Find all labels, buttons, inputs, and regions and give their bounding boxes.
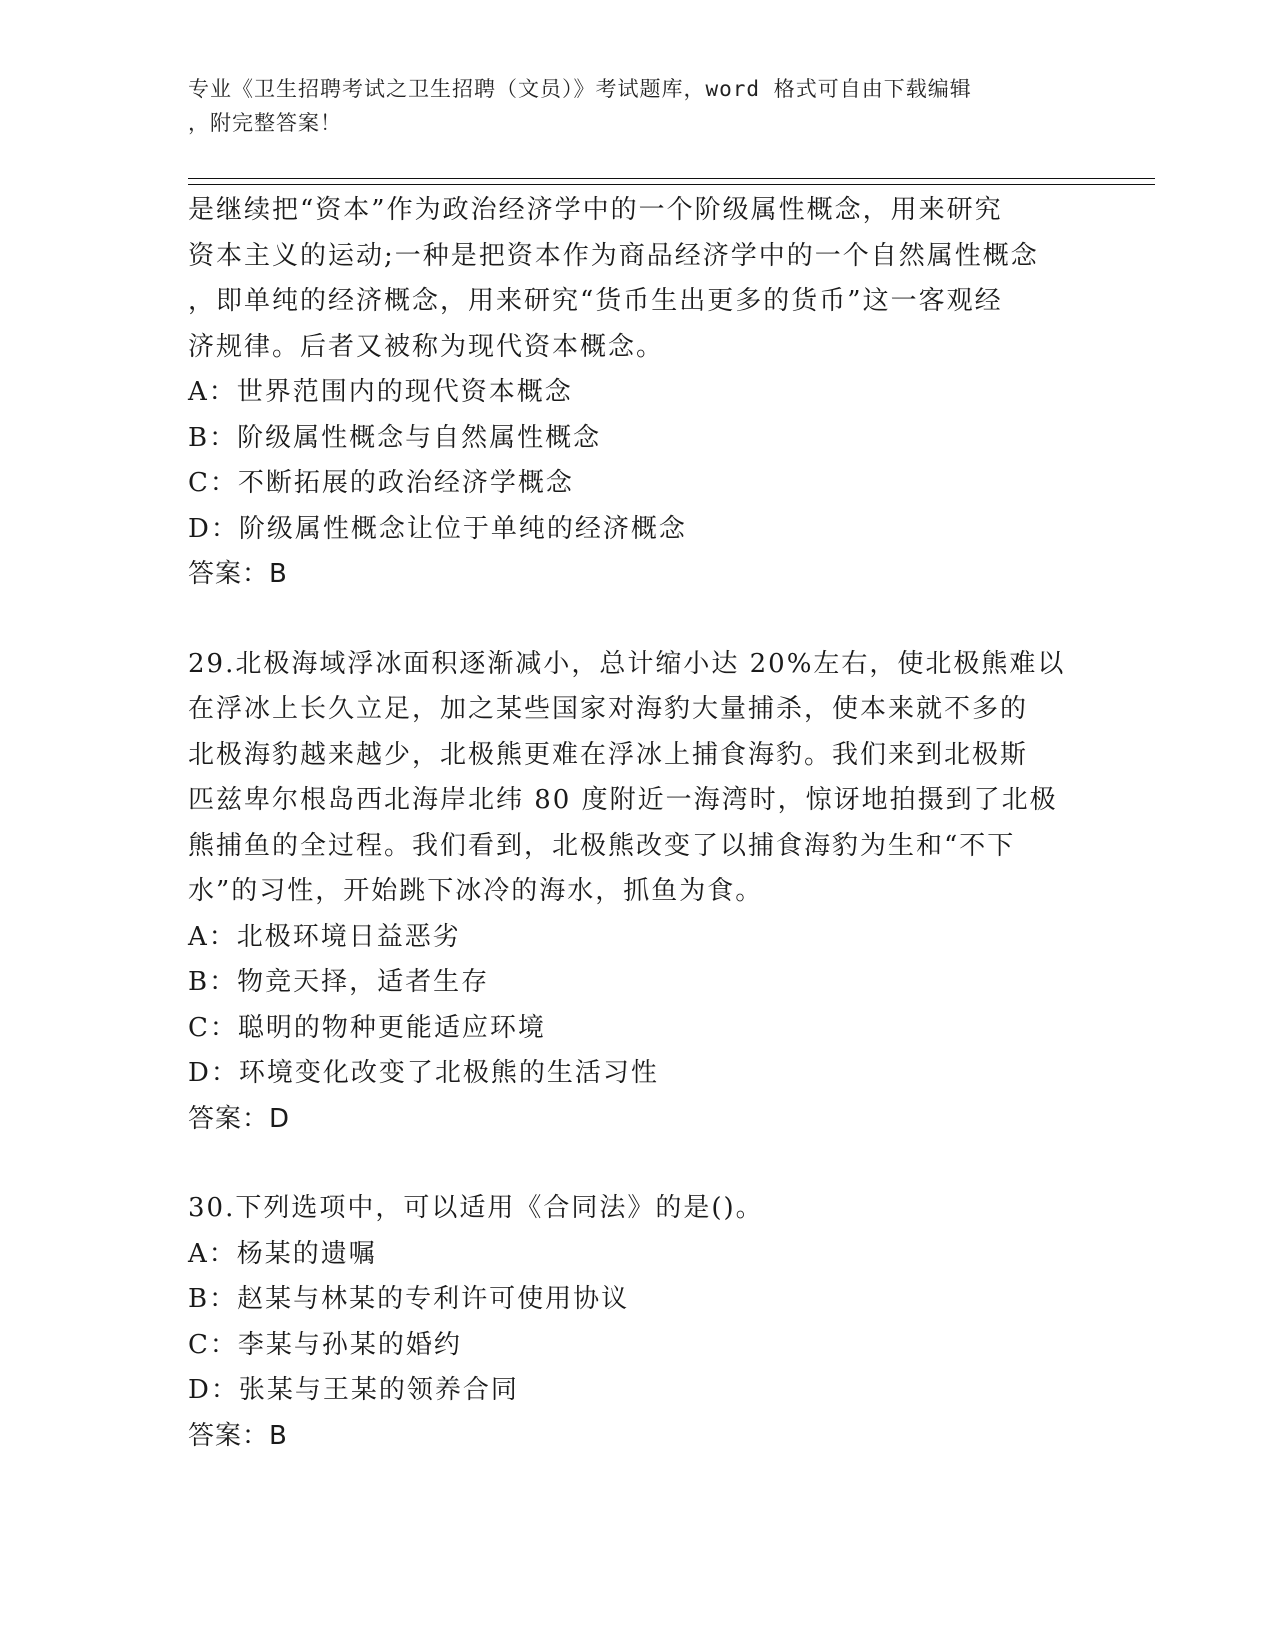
option-d: D：张某与王某的领养合同 (188, 1375, 519, 1405)
question-text-line: 北极海豹越来越少，北极熊更难在浮冰上捕食海豹。我们来到北极斯 (188, 739, 1029, 770)
option-b: B：赵某与林某的专利许可使用协议 (188, 1284, 630, 1314)
header-divider-top (188, 178, 1155, 179)
option-a: A：世界范围内的现代资本概念 (188, 377, 573, 407)
document-body (188, 188, 1088, 1459)
question-text-line: 熊捕鱼的全过程。我们看到，北极熊改变了以捕食海豹为生和“不下 (188, 830, 1016, 861)
option-d: D：环境变化改变了北极熊的生活习性 (188, 1058, 659, 1088)
option-d: D：阶级属性概念让位于单纯的经济概念 (188, 513, 687, 544)
answer-line: 答案：B (188, 559, 288, 589)
question-29 (188, 642, 1088, 1143)
option-a: A：北极环境日益恶劣 (188, 921, 461, 952)
spacer (188, 598, 1088, 642)
header-divider-bottom (188, 184, 1155, 185)
option-b: B：阶级属性概念与自然属性概念 (188, 422, 602, 453)
question-text-line: 水”的习性，开始跳下冰冷的海水，抓鱼为食。 (188, 876, 764, 906)
question-text-line: ，即单纯的经济概念，用来研究“货币生出更多的货币”这一客观经 (188, 286, 1003, 316)
option-c: C：不断拓展的政治经济学概念 (188, 468, 574, 498)
document-header (188, 72, 1068, 140)
answer-line: 答案：D (188, 1103, 291, 1134)
option-c: C：聪明的物种更能适应环境 (188, 1012, 546, 1043)
question-text-line: 29.北极海域浮冰面积逐渐减小，总计缩小达 20%左右，使北极熊难以 (188, 648, 1066, 679)
header-line-2: ，附完整答案！ (188, 111, 342, 135)
question-text-line: 30.下列选项中，可以适用《合同法》的是()。 (188, 1193, 764, 1223)
question-text-line: 资本主义的运动;一种是把资本作为商品经济学中的一个自然属性概念 (188, 240, 1039, 271)
question-text-line: 匹兹卑尔根岛西北海岸北纬 80 度附近一海湾时，惊讶地拍摄到了北极 (188, 785, 1058, 815)
spacer (188, 1142, 1088, 1186)
option-c: C：李某与孙某的婚约 (188, 1329, 462, 1360)
question-30 (188, 1186, 1088, 1459)
answer-line: 答案：B (188, 1420, 288, 1451)
question-text-line: 济规律。后者又被称为现代资本概念。 (188, 331, 665, 362)
question-text-line: 在浮冰上长久立足，加之某些国家对海豹大量捕杀，使本来就不多的 (188, 694, 1029, 724)
question-text-line: 是继续把“资本”作为政治经济学中的一个阶级属性概念，用来研究 (188, 195, 1003, 225)
option-a: A：杨某的遗嘱 (188, 1238, 377, 1269)
header-line-1: 专业《卫生招聘考试之卫生招聘（文员）》考试题库，word 格式可自由下载编辑 (188, 77, 972, 101)
question-28 (188, 188, 1088, 598)
option-b: B：物竞天择，适者生存 (188, 967, 490, 997)
